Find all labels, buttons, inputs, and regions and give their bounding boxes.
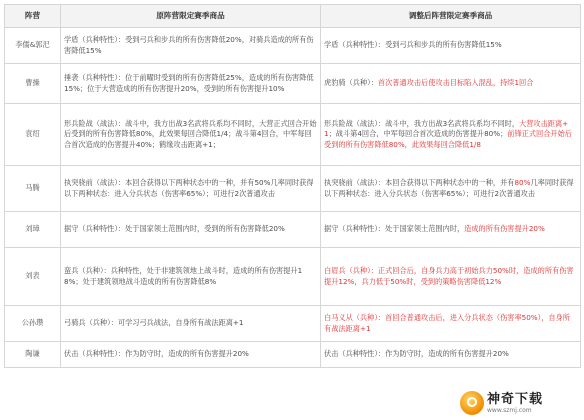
original-item: 弓骑兵（兵种）：可学习弓兵战法，自身所有战法距离+1 <box>61 306 321 342</box>
unchanged-text: 据守（兵种特性）：处于国家领土范围内时， <box>324 224 465 234</box>
faction-name: 刘表 <box>5 248 61 306</box>
faction-name: 曹操 <box>5 64 61 104</box>
faction-name: 马腾 <box>5 166 61 212</box>
faction-name: 公孙瓒 <box>5 306 61 342</box>
table-body <box>5 28 581 368</box>
original-item: 伏击（兵种特性）：作为防守时，造成的所有伤害提升20% <box>61 342 321 368</box>
unchanged-text: 虎豹骑（兵种）： <box>324 78 378 88</box>
table-row <box>5 166 581 212</box>
original-item: 蛮兵（兵种）：兵种特性，处于非建筑领地上战斗时，造成的所有伤害提升18%；处于建筑领地战斗造成的所有伤害降低8% <box>61 248 321 306</box>
changed-text: 白马义从（兵种）：首回合普通攻击后，进入分兵状态（伤害率50%），自身所有战法距离+1 <box>324 312 570 333</box>
original-item: 形兵险战（战法）：战斗中，我方出战3名武将兵系均不同时，大营正式回合开始后受到的所有伤害降低80%，此效果每回合降低1/4；战斗第4回合，中军每回合首次造成的伤害提升40%；鹤缘攻击距离+1； <box>61 104 321 166</box>
unchanged-text: 执突骁前（战法）：本回合获得以下两种状态中的一种，并有 <box>324 177 515 187</box>
changed-text: 大营攻击距离+1 <box>324 118 569 139</box>
changed-text: 首次普通攻击后使攻击目标陷入混乱，持续1回合 <box>377 78 534 88</box>
unchanged-text: 形兵险战（战法）：战斗中，我方出战3名武将兵系均不同时， <box>324 118 520 128</box>
table-header-row <box>5 5 581 28</box>
season-items-table <box>4 4 581 368</box>
table-row <box>5 306 581 342</box>
unchanged-text: 伏击（兵种特性）：作为防守时，造成的所有伤害提升20% <box>324 349 509 359</box>
original-item: 学盾（兵种特性）：受到弓兵和步兵的所有伤害降低20%，对骑兵造成的所有伤害降低15% <box>61 28 321 64</box>
original-item: 执突骁前（战法）：本回合获得以下两种状态中的一种，并有50%几率同时获得以下两种状态：进入分兵状态（伤害率65%）；可进行2次普通攻击 <box>61 166 321 212</box>
unchanged-text: ；战斗第4回合，中军每回合首次造成的伤害提升80%； <box>328 129 508 139</box>
magnifier-logo-icon <box>460 391 484 415</box>
watermark-url: www.szmj.com <box>487 406 532 414</box>
adjusted-item <box>321 212 581 248</box>
header-original: 原阵营限定赛季商品 <box>61 5 321 28</box>
table-row <box>5 248 581 306</box>
table-row <box>5 212 581 248</box>
adjusted-item <box>321 306 581 342</box>
original-item: 据守（兵种特性）：处于国家领土范围内时，受到的所有伤害降低20% <box>61 212 321 248</box>
table-row <box>5 64 581 104</box>
original-item: 捶袭（兵种特性）：位于前曜时受到的所有伤害降低25%，造成的所有伤害降低15%；位于大营造成的所有伤害提升20%，受到的所有伤害提升10% <box>61 64 321 104</box>
adjusted-item <box>321 28 581 64</box>
faction-name: 刘璋 <box>5 212 61 248</box>
unchanged-text: 几率同时获得以下两种状态：进入分兵状态（伤害率65%）；可进行2次普通攻击 <box>324 177 574 198</box>
changed-text: 白眉兵（兵种）：正式回合后，自身兵力高于初始兵力50%时，造成的所有伤害提升12%，兵力低于50%时，受到的策略伤害降低12% <box>324 265 574 286</box>
watermark <box>460 390 578 416</box>
faction-name: 李儒&郭汜 <box>5 28 61 64</box>
changed-text: 造成的所有伤害提升20% <box>464 224 545 234</box>
table-row <box>5 342 581 368</box>
table-row <box>5 104 581 166</box>
changed-text: 前锋正式回合开始后受到的所有伤害降低80%，此效果每回合降低1/8 <box>324 129 572 149</box>
header-faction: 阵营 <box>5 5 61 28</box>
adjusted-item <box>321 64 581 104</box>
header-adjusted: 调整后阵营限定赛季商品 <box>321 5 581 28</box>
adjusted-item <box>321 104 581 166</box>
adjusted-item <box>321 248 581 306</box>
table-row <box>5 28 581 64</box>
changed-text: 80% <box>514 177 531 187</box>
watermark-title: 神奇下载 <box>487 391 544 407</box>
faction-name: 陶谦 <box>5 342 61 368</box>
adjusted-item <box>321 166 581 212</box>
adjusted-item <box>321 342 581 368</box>
faction-name: 袁绍 <box>5 104 61 166</box>
unchanged-text: 学盾（兵种特性）：受到弓兵和步兵的所有伤害降低15% <box>324 40 502 50</box>
